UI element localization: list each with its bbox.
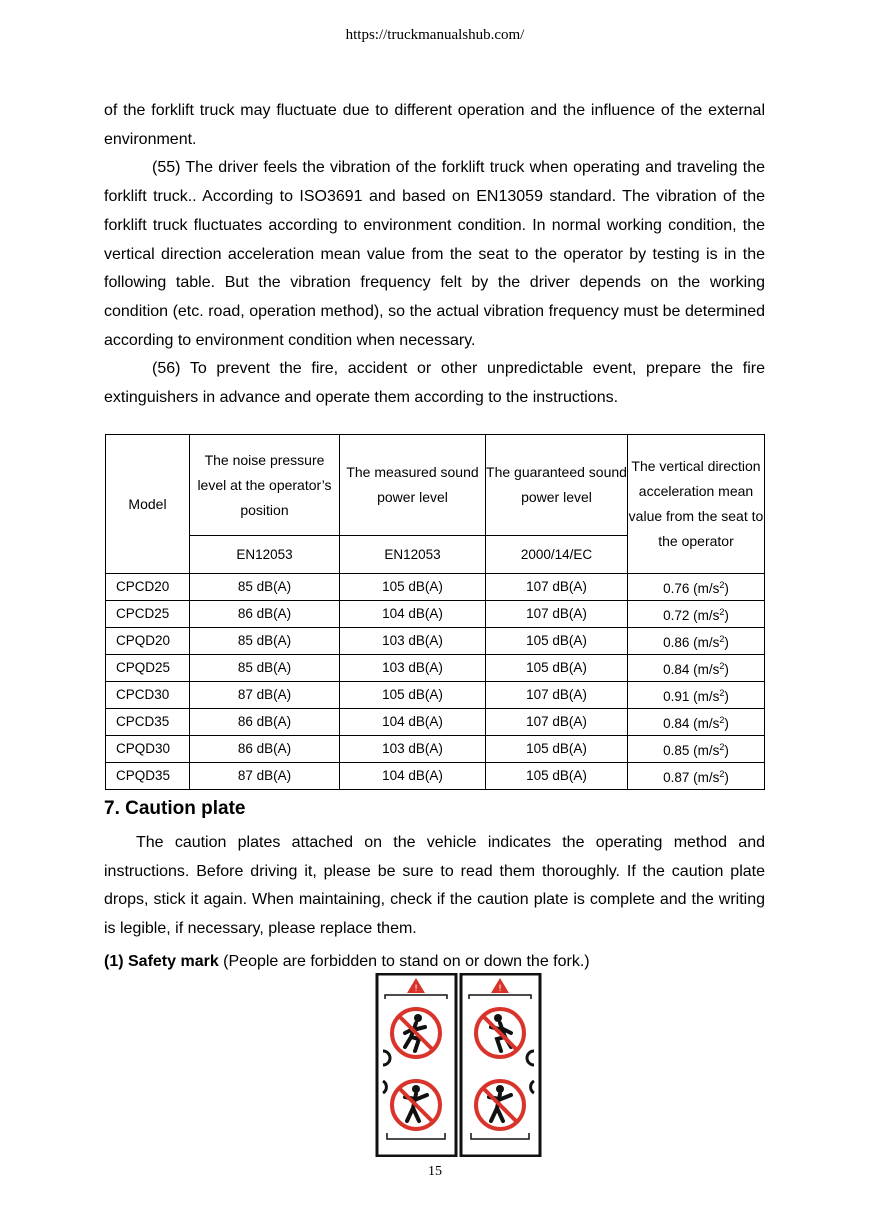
table-row xyxy=(106,709,765,736)
std-guaranteed: 2000/14/EC xyxy=(486,536,628,574)
cell-guaranteed: 105 dB(A) xyxy=(486,736,628,763)
cell-model: CPCD25 xyxy=(106,601,190,628)
cell-measured: 104 dB(A) xyxy=(340,709,486,736)
std-noise: EN12053 xyxy=(190,536,340,574)
table-row xyxy=(106,601,765,628)
cell-model: CPQD35 xyxy=(106,763,190,790)
cell-noise: 87 dB(A) xyxy=(190,763,340,790)
cell-guaranteed: 105 dB(A) xyxy=(486,655,628,682)
unit-close: ) xyxy=(724,770,729,785)
vertical-value: 0.91 xyxy=(663,689,690,704)
unit-close: ) xyxy=(724,716,729,731)
unit-exponent: 2 xyxy=(719,607,725,617)
paragraph-56: (56) To prevent the fire, accident or other unpredictable event, prepare the fire extinguishers in advance and operate them according to the instructions. xyxy=(104,360,765,407)
header-noise: The noise pressure level at the operator’s position xyxy=(190,435,340,536)
cell-vertical xyxy=(628,601,765,628)
vertical-value: 0.76 xyxy=(663,581,690,596)
cell-noise: 86 dB(A) xyxy=(190,736,340,763)
cell-measured: 104 dB(A) xyxy=(340,763,486,790)
cell-guaranteed: 107 dB(A) xyxy=(486,682,628,709)
cell-measured: 105 dB(A) xyxy=(340,574,486,601)
header-measured: The measured sound power level xyxy=(340,435,486,536)
vertical-value: 0.87 xyxy=(663,770,690,785)
unit-text: (m/s xyxy=(693,581,720,596)
cell-vertical xyxy=(628,655,765,682)
vertical-value: 0.86 xyxy=(663,635,690,650)
cell-measured: 105 dB(A) xyxy=(340,682,486,709)
unit-exponent: 2 xyxy=(719,769,725,779)
header-vertical: The vertical direction acceleration mean value from the seat to the operator xyxy=(628,435,765,574)
vertical-value: 0.84 xyxy=(663,716,690,731)
table-row xyxy=(106,628,765,655)
cell-model: CPQD20 xyxy=(106,628,190,655)
cell-measured: 103 dB(A) xyxy=(340,628,486,655)
cell-vertical xyxy=(628,682,765,709)
cell-model: CPQD30 xyxy=(106,736,190,763)
header-model: Model xyxy=(106,435,190,574)
unit-close: ) xyxy=(724,662,729,677)
intro-text-block xyxy=(104,97,765,413)
cell-noise: 86 dB(A) xyxy=(190,601,340,628)
unit-exponent: 2 xyxy=(719,661,725,671)
cell-model: CPCD30 xyxy=(106,682,190,709)
safety-mark-label: (1) Safety mark xyxy=(104,953,219,970)
cell-vertical xyxy=(628,574,765,601)
safety-plate-svg xyxy=(375,973,543,1157)
unit-exponent: 2 xyxy=(719,634,725,644)
unit-close: ) xyxy=(724,689,729,704)
paragraph-continuation: of the forklift truck may fluctuate due to different operation and the influence of the external environment. xyxy=(104,102,765,148)
cell-noise: 85 dB(A) xyxy=(190,655,340,682)
cell-measured: 104 dB(A) xyxy=(340,601,486,628)
page-number: 15 xyxy=(428,1164,442,1179)
unit-text: (m/s xyxy=(693,608,720,623)
cell-model: CPQD25 xyxy=(106,655,190,682)
unit-text: (m/s xyxy=(693,770,720,785)
unit-close: ) xyxy=(724,743,729,758)
unit-close: ) xyxy=(724,581,729,596)
unit-exponent: 2 xyxy=(719,580,725,590)
cell-guaranteed: 107 dB(A) xyxy=(486,574,628,601)
unit-exponent: 2 xyxy=(719,715,725,725)
cell-guaranteed: 105 dB(A) xyxy=(486,628,628,655)
vertical-value: 0.84 xyxy=(663,662,690,677)
cell-noise: 86 dB(A) xyxy=(190,709,340,736)
table-row xyxy=(106,655,765,682)
cell-guaranteed: 107 dB(A) xyxy=(486,709,628,736)
svg-text:!: ! xyxy=(414,984,418,994)
cell-measured: 103 dB(A) xyxy=(340,736,486,763)
unit-text: (m/s xyxy=(693,635,720,650)
safety-plate-image xyxy=(375,973,543,1157)
section-title: 7. Caution plate xyxy=(104,798,246,819)
cell-guaranteed: 107 dB(A) xyxy=(486,601,628,628)
table-body xyxy=(106,574,765,790)
cell-vertical xyxy=(628,763,765,790)
safety-mark-line xyxy=(104,953,590,971)
unit-exponent: 2 xyxy=(719,742,725,752)
cell-noise: 85 dB(A) xyxy=(190,628,340,655)
header-guaranteed: The guaranteed sound power level xyxy=(486,435,628,536)
noise-vibration-table xyxy=(105,434,765,790)
safety-mark-text: (People are forbidden to stand on or down the fork.) xyxy=(218,953,590,970)
table-row xyxy=(106,682,765,709)
caution-text-block xyxy=(104,829,765,944)
cell-model: CPCD35 xyxy=(106,709,190,736)
cell-vertical xyxy=(628,736,765,763)
cell-vertical xyxy=(628,709,765,736)
unit-text: (m/s xyxy=(693,743,720,758)
paragraph-55: (55) The driver feels the vibration of the forklift truck when operating and traveling the forklift truck.. According to ISO3691 and based on EN13059 standard. The vibration of the forklift truck fluctuates according to environment condition. In normal working condition, the vertical direction acceleration mean value from the seat to the operator by testing is in the following table. But the vibration frequency felt by the driver depends on the working condition (etc. road, operation method), so the actual vibration frequency must be determined according to environment condition when necessary. xyxy=(104,159,765,349)
cell-guaranteed: 105 dB(A) xyxy=(486,763,628,790)
unit-close: ) xyxy=(724,608,729,623)
vertical-value: 0.85 xyxy=(663,743,690,758)
svg-text:!: ! xyxy=(498,984,502,994)
cell-noise: 87 dB(A) xyxy=(190,682,340,709)
unit-text: (m/s xyxy=(693,689,720,704)
table-row xyxy=(106,736,765,763)
cell-measured: 103 dB(A) xyxy=(340,655,486,682)
table-row xyxy=(106,763,765,790)
unit-text: (m/s xyxy=(693,662,720,677)
vertical-value: 0.72 xyxy=(663,608,690,623)
unit-close: ) xyxy=(724,635,729,650)
table-row xyxy=(106,574,765,601)
cell-model: CPCD20 xyxy=(106,574,190,601)
unit-exponent: 2 xyxy=(719,688,725,698)
std-measured: EN12053 xyxy=(340,536,486,574)
caution-paragraph: The caution plates attached on the vehicle indicates the operating method and instructions. Before driving it, please be sure to read them thoroughly. If the caution plate drops, stick it again. When maintaining, check if the caution plate is complete and the writing is legible, if necessary, please replace them. xyxy=(104,834,765,938)
unit-text: (m/s xyxy=(693,716,720,731)
cell-noise: 85 dB(A) xyxy=(190,574,340,601)
header-url: https://truckmanualshub.com/ xyxy=(345,27,525,43)
cell-vertical xyxy=(628,628,765,655)
